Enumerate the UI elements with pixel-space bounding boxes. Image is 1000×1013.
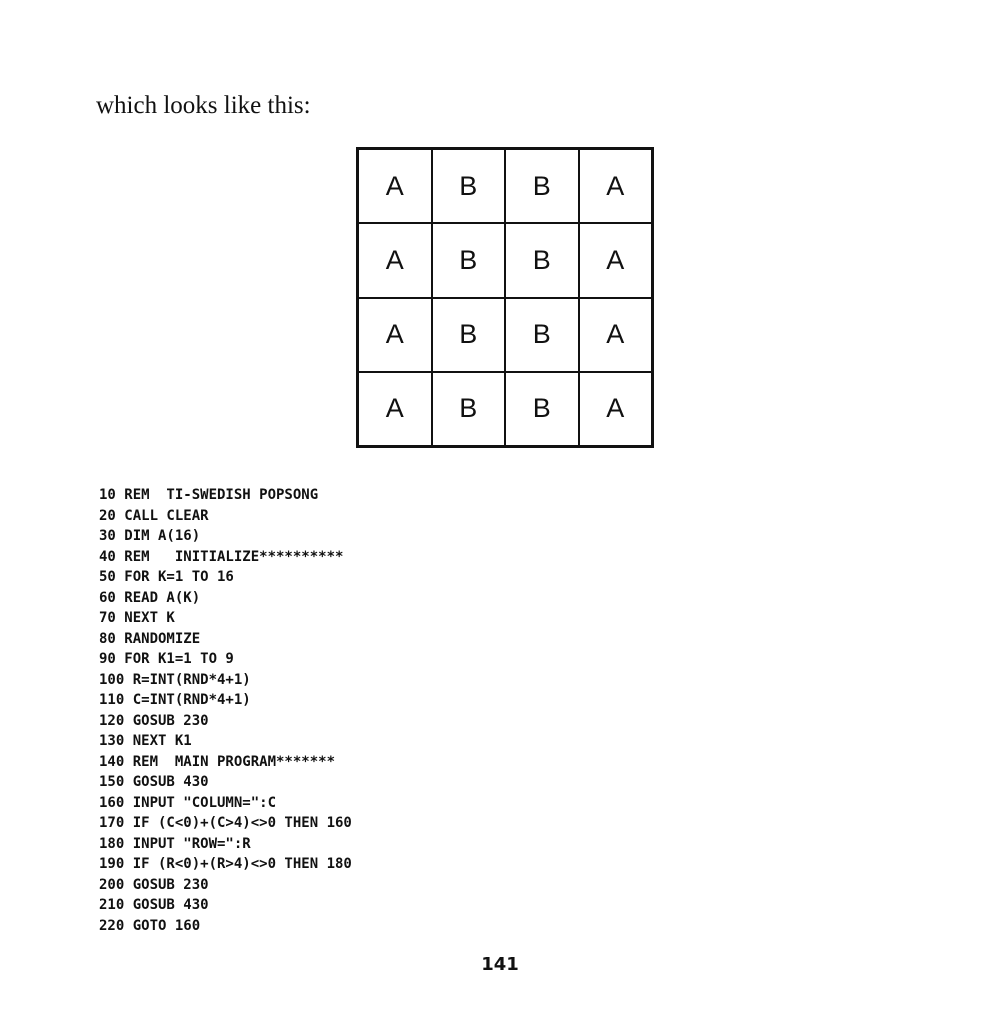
code-line: 140 REM MAIN PROGRAM******* — [99, 753, 336, 770]
grid-cell: B — [505, 298, 579, 372]
code-line: 170 IF (C<0)+(C>4)<>0 THEN 160 — [99, 815, 352, 831]
grid-cell: B — [432, 372, 506, 446]
code-line: 200 GOSUB 230 — [99, 876, 209, 893]
grid-cell: B — [505, 372, 579, 446]
code-line: 160 INPUT "COLUMN=":C — [99, 794, 277, 811]
grid-cell: A — [579, 298, 653, 372]
code-line: 120 GOSUB 230 — [99, 712, 209, 729]
intro-text: which looks like this: — [96, 92, 311, 119]
code-line: 220 GOTO 160 — [99, 917, 201, 934]
code-line: 40 REM INITIALIZE********** — [99, 548, 344, 565]
grid-cell: A — [579, 149, 653, 223]
code-line: 180 INPUT "ROW=":R — [99, 835, 251, 852]
code-line: 110 C=INT(RND*4+1) — [99, 692, 251, 708]
grid-cell: A — [358, 298, 432, 372]
code-line: 60 READ A(K) — [99, 589, 201, 606]
code-line: 210 GOSUB 430 — [99, 897, 209, 913]
code-line: 10 REM TI-SWEDISH POPSONG — [99, 487, 319, 503]
code-line: 130 NEXT K1 — [99, 733, 192, 749]
grid-cell: B — [505, 149, 579, 223]
grid-cell: A — [579, 372, 653, 446]
code-line: 100 R=INT(RND*4+1) — [99, 671, 251, 688]
code-line: 80 RANDOMIZE — [99, 630, 201, 647]
code-line: 20 CALL CLEAR — [99, 507, 209, 524]
basic-code-listing — [99, 485, 352, 936]
letter-grid — [356, 147, 654, 448]
grid-cell: A — [579, 223, 653, 297]
grid-cell: A — [358, 149, 432, 223]
grid-cell: B — [432, 223, 506, 297]
code-line: 50 FOR K=1 TO 16 — [99, 569, 234, 585]
grid-cell: B — [505, 223, 579, 297]
grid-cell: A — [358, 372, 432, 446]
code-line: 190 IF (R<0)+(R>4)<>0 THEN 180 — [99, 856, 352, 872]
page-number: 141 — [481, 954, 519, 975]
code-line: 30 DIM A(16) — [99, 528, 201, 544]
code-line: 150 GOSUB 430 — [99, 774, 209, 790]
code-line: 70 NEXT K — [99, 610, 175, 626]
grid-cell: A — [358, 223, 432, 297]
grid-cell: B — [432, 149, 506, 223]
code-line: 90 FOR K1=1 TO 9 — [99, 651, 234, 667]
grid-cell: B — [432, 298, 506, 372]
